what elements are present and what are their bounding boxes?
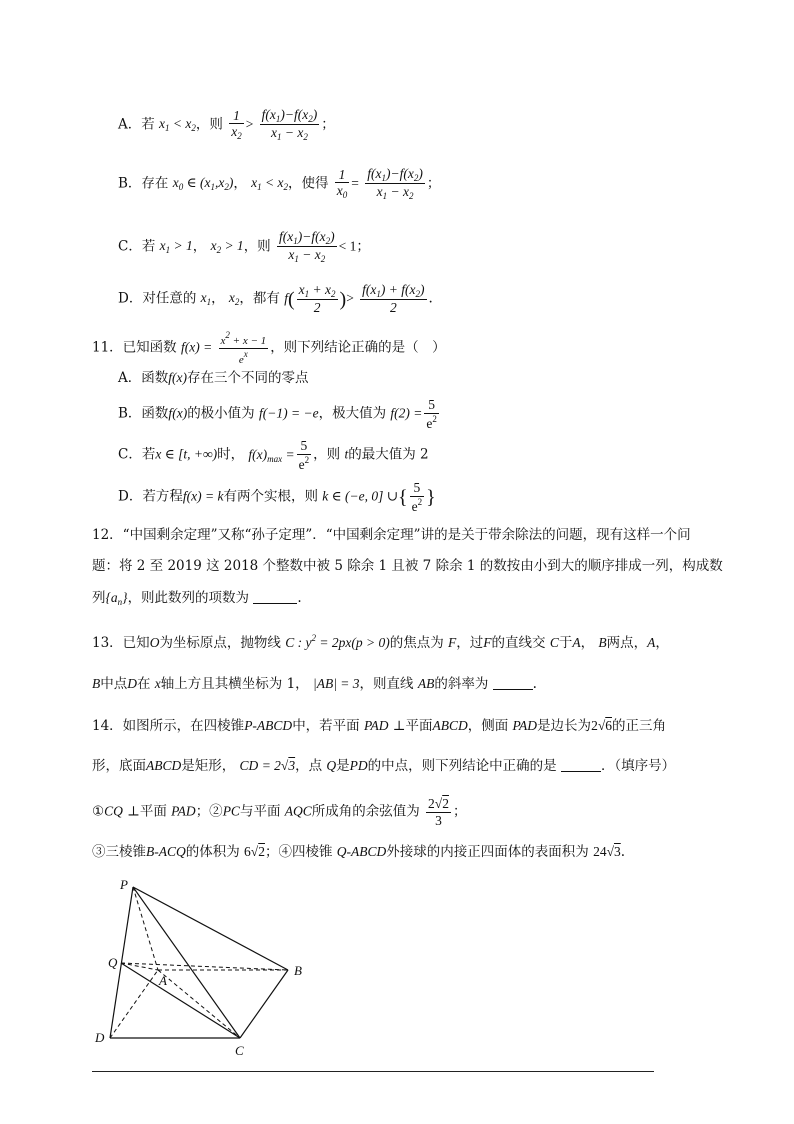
option-c: C．若 $x_1 > 1$， $x_2 > 1$，则 $\frac{f(x_1)-f(x_2)}{x_1 - x_2}$ < 1； bbox=[118, 229, 370, 265]
q11-option-b: B．函数f(x)的极小值为 f(−1) = −e，极大值为 f(2) = $\frac{5}{e^2}$ bbox=[118, 397, 437, 431]
option-b: B．存在 $x_0$ ∈ $(x_1,x_2)$， $x_1 < x_2$，使得 $\frac{1}{x_0}$ = $\frac{f(x_1)-f(x_2)}{x_1 - x_2}$ ； bbox=[118, 166, 441, 202]
q14-line3: ①CQ ⊥平面 PAD；②PC与平面 AQC所成角的余弦值为 $\frac{2√2}{3}$ ； bbox=[92, 796, 467, 828]
q13-line2: B中点D在 x轴上方且其横坐标为 1， |AB| = 3，则直线 AB的斜率为 . bbox=[92, 676, 537, 692]
label-A: A bbox=[159, 973, 167, 988]
q14-line2: 形，底面ABCD是矩形， CD = 2√3，点 Q是PD的中点，则下列结论中正确的是 ．（填序号） bbox=[92, 758, 676, 774]
q11-option-a: A．函数f(x)存在三个不同的零点 bbox=[118, 370, 309, 386]
q12-answer-blank[interactable] bbox=[253, 591, 297, 604]
q12-line2: 题：将 2 至 2019 这 2018 个整数中被 5 除余 1 且被 7 除余 1 的数按由小到大的顺序排成一列，构成数 bbox=[92, 558, 723, 574]
edge-DA bbox=[110, 970, 158, 1038]
label-B: B bbox=[294, 963, 302, 978]
edge-PA bbox=[133, 887, 158, 970]
q13-answer-blank[interactable] bbox=[493, 677, 533, 690]
edge-PB bbox=[133, 887, 288, 970]
option-d: D．对任意的 $x_1$， $x_2$，都有 f( $\frac{x_1 + x_2}{2}$ )> $\frac{f(x_1) + f(x_2)}{2}$ . bbox=[118, 282, 433, 316]
q12-line1: 12．“中国剩余定理”又称“孙子定理”．“中国剩余定理”讲的是关于带余除法的问题，现有这样一个问 bbox=[92, 527, 691, 543]
label-P: P bbox=[120, 877, 128, 892]
q13-line1: 13．已知O为坐标原点，抛物线 C : $y^2 = 2px(p > 0)$的焦点为 F，过F的直线交 C于A， B两点，A， bbox=[92, 633, 669, 651]
label-Q: Q bbox=[108, 955, 118, 970]
q14-line1: 14．如图所示，在四棱锥P-ABCD中，若平面 PAD ⊥平面ABCD，侧面 PAD是边长为2√6的正三角 bbox=[92, 718, 666, 734]
q11-option-d: D．若方程f(x) = k有两个实根，则 k ∈ (−e, 0] ∪{ $\frac{5}{e^2}$ } bbox=[118, 480, 436, 514]
bottom-rule bbox=[92, 1071, 654, 1072]
edge-QC bbox=[121, 963, 240, 1038]
q14-line4: ③三棱锥B-ACQ的体积为 6√2；④四棱锥 Q-ABCD外接球的内接正四面体的表面积为 24√3. bbox=[92, 844, 626, 860]
q14-answer-blank[interactable] bbox=[561, 759, 601, 772]
pyramid-figure bbox=[90, 872, 320, 1062]
edge-QB bbox=[121, 963, 288, 970]
q11-option-c: C．若x ∈ [t, +∞)时， $f(x)_{max}$ = $\frac{5}{e^2}$ ，则 t的最大值为 2 bbox=[118, 438, 429, 472]
label-D: D bbox=[95, 1030, 105, 1045]
label-C: C bbox=[235, 1043, 244, 1058]
edge-CB bbox=[240, 970, 288, 1038]
option-a: A．若 $x_1 < x_2$，则 $\frac{1}{x_2}$ > $\frac{f(x_1)-f(x_2)}{x_1 - x_2}$ ； bbox=[118, 107, 335, 143]
edge-PC bbox=[133, 887, 240, 1038]
q11-stem: 11．已知函数 f(x) = $\frac{x^2 + x - 1}{e^x}$ ，则下列结论正确的是（ ） bbox=[92, 330, 446, 366]
q12-line3: 列$\{a_n\}$，则此数列的项数为 . bbox=[92, 590, 302, 607]
